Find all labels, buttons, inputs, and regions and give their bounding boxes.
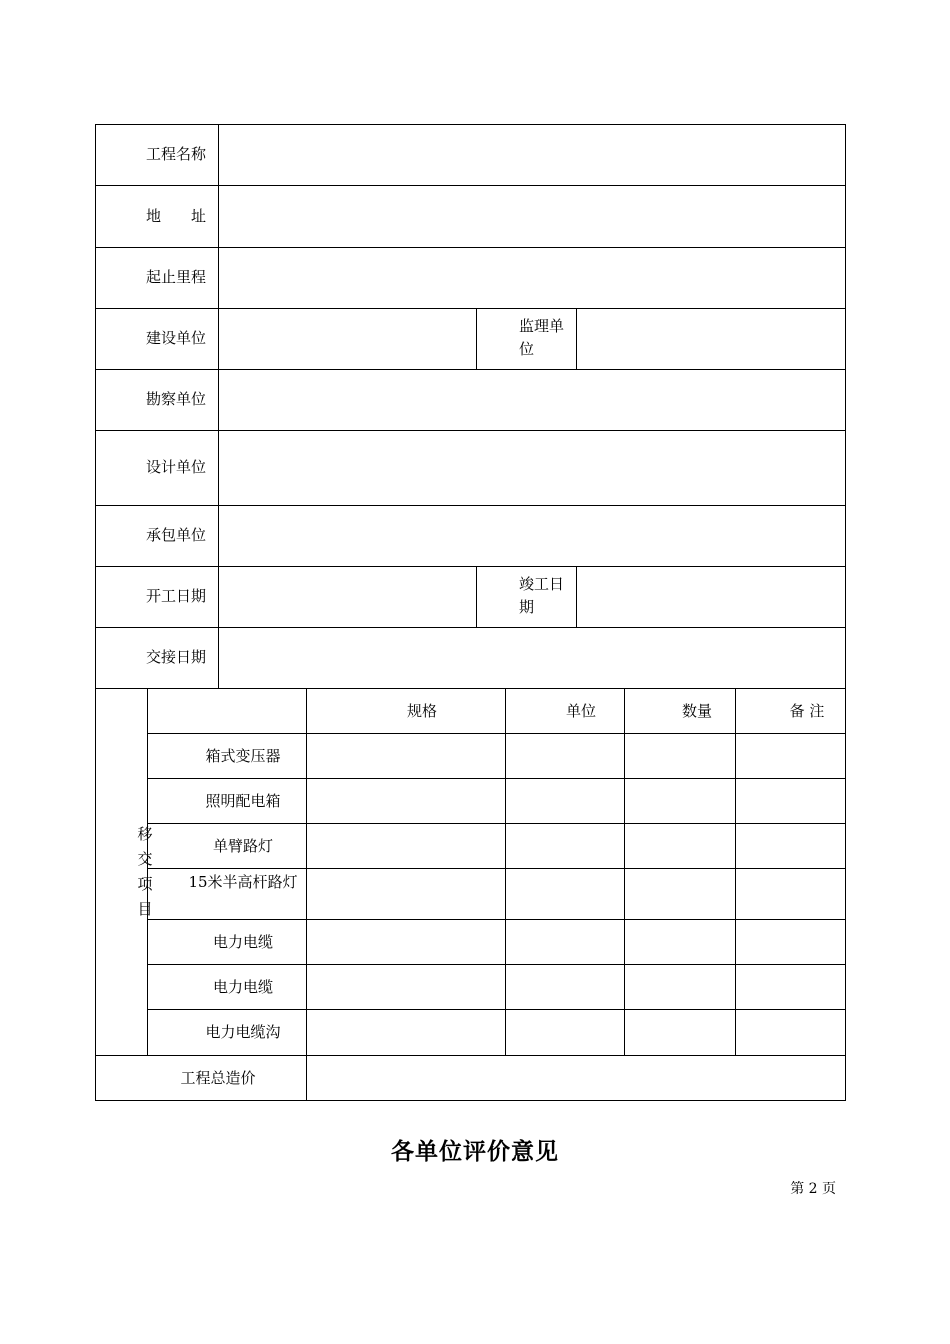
table-border-top [95,124,846,125]
row-divider [95,185,846,186]
header-remarks: 备 注 [789,702,825,720]
column-divider [476,308,477,370]
column-divider [576,566,577,628]
row-divider [147,733,846,734]
table-border-right [845,124,846,1101]
section-label-char: 移 [137,825,153,843]
item-mid-mast-light: 15米半高杆路灯 [188,873,298,891]
header-quantity: 数量 [681,702,712,720]
section-title: 各单位评价意见 [391,1138,559,1165]
builder-label: 建设单位 [145,329,206,347]
section-label-char: 交 [137,850,153,868]
item-power-cable: 电力电缆 [212,978,273,996]
item-lighting-box: 照明配电箱 [205,792,281,810]
item-box-transformer: 箱式变压器 [205,747,281,765]
contractor-label: 承包单位 [145,526,206,544]
item-power-cable: 电力电缆 [212,933,273,951]
row-divider [147,823,846,824]
column-divider [476,566,477,628]
row-divider [95,247,846,248]
row-divider [95,1055,846,1056]
row-divider [95,430,846,431]
handover-date-label: 交接日期 [145,648,206,666]
section-label-char: 项 [137,875,153,893]
table-border-bottom [95,1100,846,1101]
supervisor-label: 监理单位 [519,317,565,358]
column-divider [735,688,736,1056]
survey-label: 勘察单位 [145,390,206,408]
page-number: 第 2 页 [790,1181,836,1197]
address-label: 地 址 [145,207,206,225]
project-name-label: 工程名称 [145,145,206,163]
design-label: 设计单位 [145,458,206,476]
total-cost-label: 工程总造价 [180,1069,256,1087]
row-divider [147,1009,846,1010]
row-divider [95,688,846,689]
column-divider [624,688,625,1056]
header-spec: 规格 [406,702,437,720]
row-divider [95,369,846,370]
row-divider [95,566,846,567]
row-divider [147,868,846,869]
header-unit: 单位 [565,702,596,720]
label-column-divider [218,124,219,689]
section-label-char: 目 [137,900,153,918]
row-divider [95,627,846,628]
item-cable-trench: 电力电缆沟 [205,1023,281,1041]
column-divider [576,308,577,370]
row-divider [147,778,846,779]
column-divider [505,688,506,1056]
row-divider [147,964,846,965]
row-divider [95,308,846,309]
row-divider [95,505,846,506]
row-divider [147,919,846,920]
start-date-label: 开工日期 [145,587,206,605]
item-single-arm-light: 单臂路灯 [212,837,273,855]
mileage-label: 起止里程 [145,268,206,286]
finish-date-label: 竣工日期 [519,575,565,616]
